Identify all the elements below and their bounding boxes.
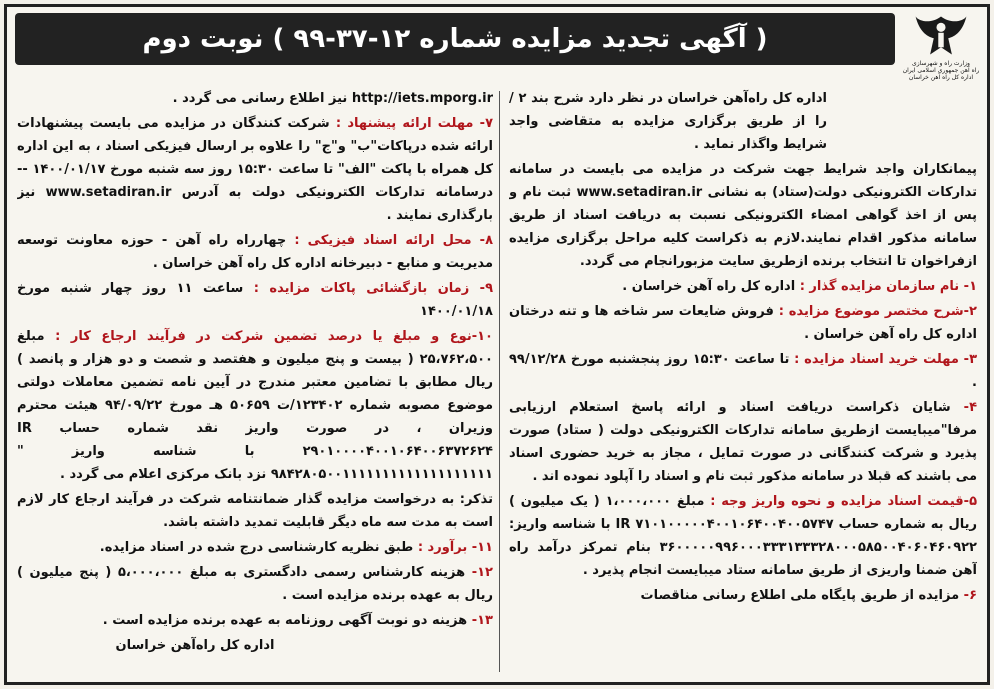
intro-paragraph-2: پیمانکاران واجد شرایط جهت شرکت در مزایده می بایست در سامانه تدارکات الکترونیکی دولت(ستاد) به نشانی www.setadiran.ir ثبت نام و پس از اخذ گواهی امضاء الکترونیکی نسبت به دریافت اسناد از طریق سامانه مذکور اقدام نمایند.لازم به ذکراست کلیه مراحل برگزاری مزایده ازفراخوان تا انتخاب برنده ازطریق سایت مزبورانجام می گردد. xyxy=(509,162,977,269)
section-4-title: ۴- xyxy=(963,400,977,415)
section-6-title: ۶- xyxy=(963,588,977,603)
logo-caption-3: اداره کل راه آهن خراسان xyxy=(908,74,974,81)
section-8-body: چهارراه راه آهن - حوزه معاونت توسعه مدیریت و منابع - دبیرخانه اداره کل راه آهن خراسان . xyxy=(17,233,493,271)
section-13 xyxy=(17,609,493,632)
section-6 xyxy=(509,584,977,607)
logo-caption-2: راه آهن جمهوری اسلامی ایران xyxy=(902,67,980,74)
section-10-body: مبلغ ۲۵،۷۶۲،۵۰۰ ( بیست و پنج میلیون و هفتصد و شصت و دو هزار و پانصد ) ریال مطابق با تضامین معتبر مندرج در آیین نامه تضمین معاملات دولتی موضوع مصوبه شماره ۱۲۳۴۰۲/ت ۵۰۶۵۹ هـ مورخ ۹۴/۰۹/۲۲ هیئت محترم وزیران ، در صورت واریز نقد شماره حساب IR ۲۹۰۱۰۰۰۰۴۰۰۱۰۶۴۰۰۶۳۷۲۶۲۴ با شناسه واریز " ۹۸۴۲۸۰۵۰۰۱۱۱۱۱۱۱۱۱۱۱۱۱۱۱۱۱۱۱ نزد بانک مرکزی اعلام می گردد . xyxy=(17,329,493,482)
section-1 xyxy=(509,275,977,298)
signature: اداره کل راه‌آهن خراسان xyxy=(115,638,275,653)
note: تذکر: به درخواست مزایده گذار ضمانتنامه شرکت در فرآیند ارجاع کار لازم است به مدت سه ماه دیگر قابلیت تمدید داشته باشد. xyxy=(17,492,493,530)
railway-eagle-logo-icon xyxy=(911,11,971,60)
section-1-body: اداره کل راه آهن خراسان . xyxy=(622,279,796,294)
advertisement-page xyxy=(4,4,990,685)
section-12 xyxy=(17,561,493,607)
page-title: ( آگهی تجدید مزایده شماره ۱۲-۳۷-۹۹ ) نوبت دوم xyxy=(15,13,895,65)
section-3 xyxy=(509,348,977,394)
section-2-body: فروش ضایعات سر شاخه ها و تنه درختان اداره کل راه آهن خراسان . xyxy=(509,304,977,342)
column-divider xyxy=(499,91,500,672)
section-10 xyxy=(17,325,493,486)
section-4-body: شایان ذکراست دریافت اسناد و ارائه پاسخ استعلام ارزیابی مرفا"میبایست ازطریق سامانه تدارکات الکترونیکی دولت ( ستاد) صورت پذیرد و شرکت کنندگانی در صورت تمایل ، مجاز به خرید حضوری اسناد می باشند که قبلا در سامانه مذکور ثبت نام و اسناد را آپلود نموده اند . xyxy=(509,400,977,484)
section-5-body: مبلغ ۱،۰۰۰،۰۰۰ ( یک میلیون ) ریال به شماره حساب IR ۷۱۰۱۰۰۰۰۰۴۰۰۱۰۶۴۰۰۴۰۰۵۷۴۷ با شناسه واریز: ۳۶۰۰۰۰۰۹۹۶۰۰۰۳۳۳۱۳۳۳۲۸۰۰۰۵۸۵۰۰۴۰۶۰۴۶۰۹۲۲ بنام تمرکز درآمد راه آهن ضمنا واریزی از طریق سامانه ستاد میبایست انجام پذیرد . xyxy=(509,494,977,578)
left-column xyxy=(17,87,493,676)
section-5 xyxy=(509,490,977,582)
section-4 xyxy=(509,396,977,488)
section-2-title: ۲-شرح مختصر موضوع مزایده : xyxy=(778,304,977,319)
section-11 xyxy=(17,536,493,559)
section-8-title: ۸- محل ارائه اسناد فیزیکی : xyxy=(294,233,493,248)
section-8 xyxy=(17,229,493,275)
section-9-body: ساعت ۱۱ روز چهار شنبه مورخ ۱۴۰۰/۰۱/۱۸ xyxy=(17,281,493,319)
section-7 xyxy=(17,112,493,227)
header xyxy=(7,7,987,87)
section-10-title: ۱۰-نوع و مبلغ یا درصد تضمین شرکت در فرآیند ارجاع کار : xyxy=(55,329,493,344)
section-11-title: ۱۱- برآورد : xyxy=(417,540,493,555)
section-9-title: ۹- زمان بازگشائی پاکات مزایده : xyxy=(253,281,493,296)
section-1-title: ۱- نام سازمان مزایده گذار : xyxy=(799,279,977,294)
intro-paragraph-1: اداره کل راه‌آهن خراسان در نظر دارد شرح بند ۲ / را از طریق برگزاری مزایده به متقاضی واجد شرایط واگذار نماید . xyxy=(509,91,827,152)
section-3-body: تا ساعت ۱۵:۳۰ روز پنجشنبه مورخ ۹۹/۱۲/۲۸ . xyxy=(509,352,977,390)
section-7-body: شرکت کنندگان در مزایده می بایست پیشنهادات ارائه شده درپاکات"ب" و"ج" را علاوه بر ارسال فیزیکی اسناد ، به این اداره کل همراه با پاکت "الف" تا ساعت ۱۵:۳۰ روز سه شنبه مورخ ۱۴۰۰/۰۱/۱۷ --درسامانه تدارکات الکترونیکی دولت به آدرس www.setadiran.ir نیز بارگذاری نمایند . xyxy=(17,116,493,223)
section-12-title: ۱۲- xyxy=(471,565,493,580)
section-2 xyxy=(509,300,977,346)
section-13-body: هزینه دو نوبت آگهی روزنامه به عهده برنده مزایده است . xyxy=(102,613,468,628)
section-6-body: مزایده از طریق پایگاه ملی اطلاع رسانی مناقصات xyxy=(640,588,960,603)
logo xyxy=(901,11,981,81)
section-5-title: ۵-قیمت اسناد مزایده و نحوه واریز وجه : xyxy=(710,494,977,509)
right-column xyxy=(509,87,977,676)
section-9 xyxy=(17,277,493,323)
section-13-title: ۱۳- xyxy=(471,613,493,628)
section-6-continued: http://iets.mporg.ir نیز اطلاع رسانی می گردد . xyxy=(172,91,493,106)
section-11-body: طبق نظریه کارشناسی درج شده در اسناد مزایده. xyxy=(99,540,414,555)
section-3-title: ۳- مهلت خرید اسناد مزایده : xyxy=(794,352,977,367)
logo-caption-1: وزارت راه و شهرسازی xyxy=(912,60,970,67)
section-12-body: هزینه کارشناس رسمی دادگستری به مبلغ ۵،۰۰۰،۰۰۰ ( پنج میلیون ) ریال به عهده برنده مزایده است . xyxy=(17,565,493,603)
section-7-title: ۷- مهلت ارائه پیشنهاد : xyxy=(335,116,493,131)
